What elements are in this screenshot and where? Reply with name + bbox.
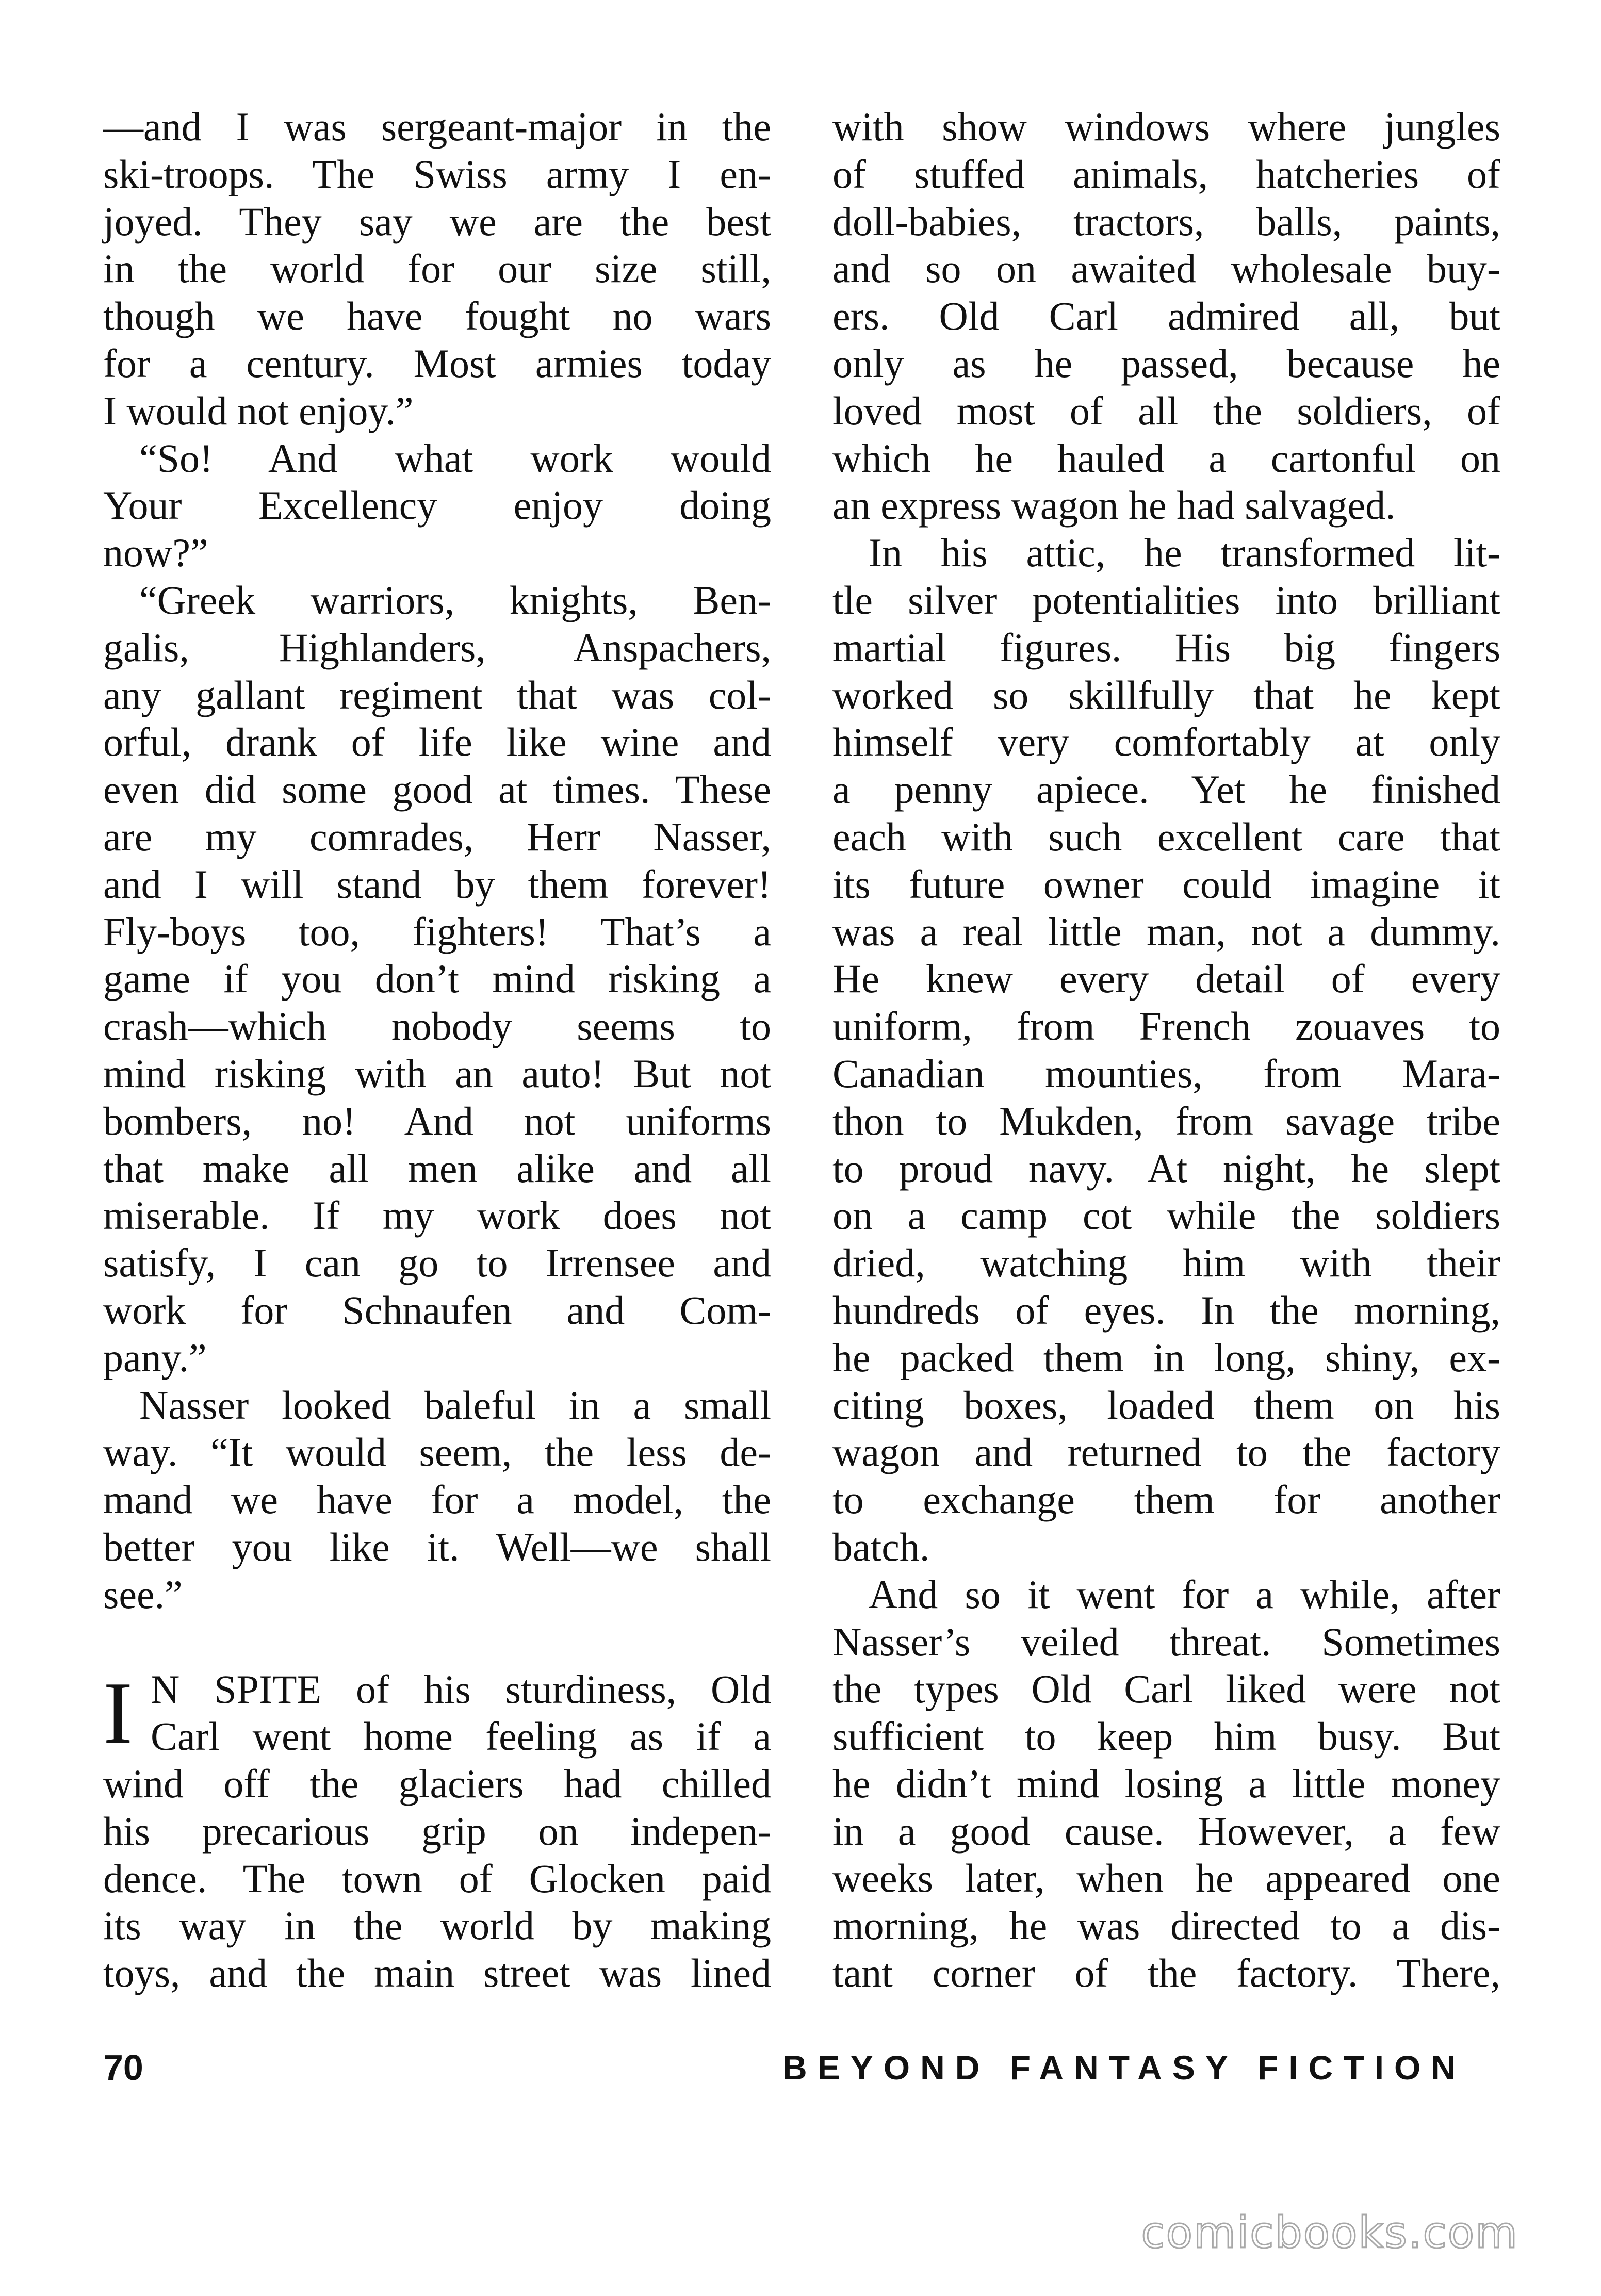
text-line: miserable. If my work does not [103,1193,771,1238]
text-line: his precarious grip on indepen- [103,1808,771,1854]
text-line: joyed. They say we are the best [103,199,771,244]
text-line: a penny apiece. Yet he finished [832,767,1500,812]
text-line: even did some good at times. These [103,767,771,812]
text-line: morning, he was directed to a dis- [832,1903,1500,1948]
text-line: any gallant regiment that was col- [103,672,771,717]
text-line: he didn’t mind losing a little money [832,1761,1500,1806]
text-line: of stuffed animals, hatcheries of [832,151,1500,196]
text-line: which he hauled a cartonful on [832,435,1500,481]
text-line: In his attic, he transformed lit- [869,530,1500,576]
text-line: mand we have for a model, the [103,1477,771,1522]
text-line: Carl went home feeling as if a [151,1714,771,1759]
text-line: tant corner of the factory. There, [832,1950,1500,1996]
text-line: on a camp cot while the soldiers [832,1193,1500,1238]
text-line: N SPITE of his sturdiness, Old [151,1666,771,1712]
running-title: BEYOND FANTASY FICTION [782,2048,1466,2087]
text-line: galis, Highlanders, Anspachers, [103,625,771,670]
text-line: ski-troops. The Swiss army I en- [103,151,771,196]
text-line: crash—which nobody seems to [103,1004,771,1049]
text-line: to exchange them for another [832,1477,1500,1522]
text-line: Fly-boys too, fighters! That’s a [103,909,771,954]
text-line: that make all men alike and all [103,1145,771,1191]
text-line: hundreds of eyes. In the morning, [832,1287,1500,1333]
text-line: for a century. Most armies today [103,340,771,386]
text-line: orful, drank of life like wine and [103,719,771,765]
text-line: citing boxes, loaded them on his [832,1382,1500,1428]
text-line: each with such excellent care that [832,814,1500,859]
text-line: doll-babies, tractors, balls, paints, [832,199,1500,244]
text-line: He knew every detail of every [832,956,1500,1002]
text-line: way. “It would seem, the less de- [103,1430,771,1475]
text-line: was a real little man, not a dummy. [832,909,1500,954]
page-number: 70 [103,2047,143,2088]
text-line: uniform, from French zouaves to [832,1004,1500,1049]
text-line: himself very comfortably at only [832,719,1500,765]
text-line: batch. [832,1524,930,1569]
text-line: mind risking with an auto! But not [103,1051,771,1096]
text-line: an express wagon he had salvaged. [832,483,1396,528]
text-line: game if you don’t mind risking a [103,956,771,1002]
text-line: I would not enjoy.” [103,388,414,433]
text-line: wagon and returned to the factory [832,1430,1500,1475]
right-column [832,103,1500,1997]
section-opening [103,1666,771,1761]
text-line: loved most of all the soldiers, of [832,388,1500,433]
text-line: better you like it. Well—we shall [103,1524,771,1569]
text-line: toys, and the main street was lined [103,1950,771,1996]
text-line: its way in the world by making [103,1903,771,1948]
text-line: Your Excellency enjoy doing [103,483,771,528]
left-column [103,103,771,1997]
text-line: in a good cause. However, a few [832,1808,1500,1854]
text-line: see.” [103,1571,183,1617]
text-line: Nasser looked baleful in a small [139,1382,771,1428]
section-gap [103,1618,771,1666]
text-line: work for Schnaufen and Com- [103,1287,771,1333]
watermark: comicbooks.com [1141,2207,1518,2258]
text-line: are my comrades, Herr Nasser, [103,814,771,859]
drop-cap: I [103,1664,133,1762]
text-line: only as he passed, because he [832,340,1500,386]
text-line: sufficient to keep him busy. But [832,1714,1500,1759]
text-line: martial figures. His big fingers [832,625,1500,670]
text-line: satisfy, I can go to Irrensee and [103,1240,771,1286]
text-line: in the world for our size still, [103,246,771,291]
text-line: and so on awaited wholesale buy- [832,246,1500,291]
text-line: worked so skillfully that he kept [832,672,1500,717]
text-line: ers. Old Carl admired all, but [832,293,1500,339]
text-line: pany.” [103,1335,207,1380]
text-line: dence. The town of Glocken paid [103,1856,771,1901]
text-line: bombers, no! And not uniforms [103,1098,771,1143]
text-line: to proud navy. At night, he slept [832,1145,1500,1191]
text-line: —and I was sergeant-major in the [103,104,771,149]
text-line: Canadian mounties, from Mara- [832,1051,1500,1096]
text-line: now?” [103,530,208,576]
text-line: And so it went for a while, after [869,1571,1500,1617]
text-line: thon to Mukden, from savage tribe [832,1098,1500,1143]
text-line: he packed them in long, shiny, ex- [832,1335,1500,1380]
text-line: Nasser’s veiled threat. Sometimes [832,1619,1500,1664]
text-line: “Greek warriors, knights, Ben- [139,577,771,622]
text-line: though we have fought no wars [103,293,771,339]
text-line: dried, watching him with their [832,1240,1500,1286]
text-line: “So! And what work would [139,435,771,481]
text-line: the types Old Carl liked were not [832,1666,1500,1712]
text-line: weeks later, when he appeared one [832,1856,1500,1901]
text-line: tle silver potentialities into brilliant [832,577,1500,622]
text-line: its future owner could imagine it [832,861,1500,907]
text-line: and I will stand by them forever! [103,861,771,907]
text-line: with show windows where jungles [832,104,1500,149]
text-line: wind off the glaciers had chilled [103,1761,771,1807]
